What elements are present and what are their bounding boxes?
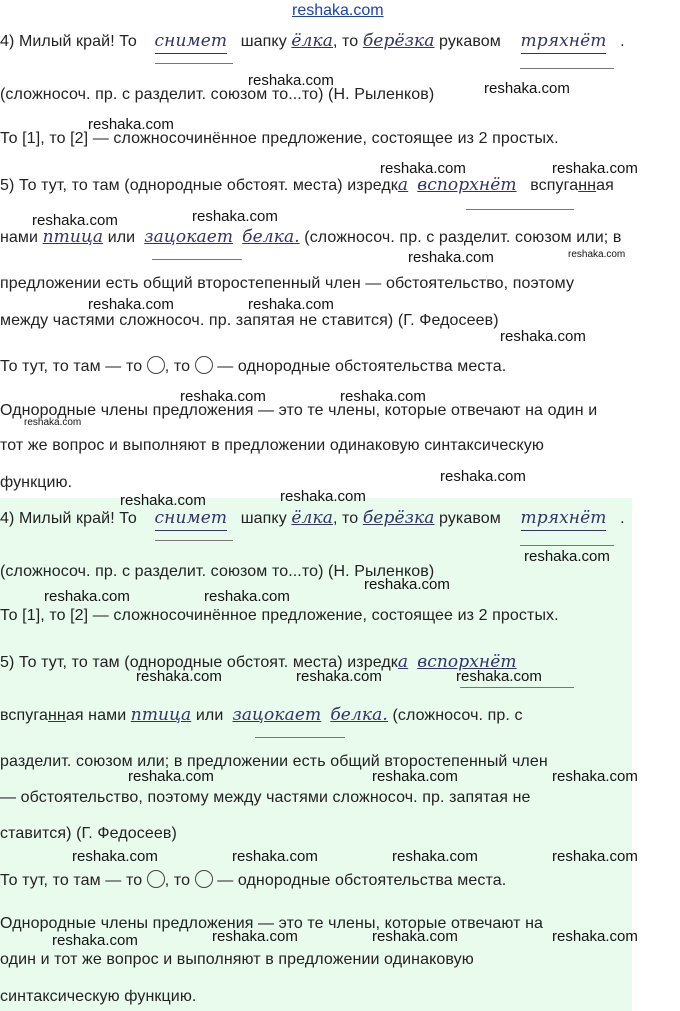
watermark: reshaka.com [88, 116, 174, 133]
watermark: reshaka.com [392, 848, 478, 865]
underline-guide [460, 687, 574, 688]
circle-icon [147, 870, 165, 888]
ex5-scheme: То тут, то там — то , то — однородные обстоятельства места. [0, 358, 507, 375]
circle-icon [195, 356, 213, 374]
watermark: reshaka.com [372, 768, 458, 785]
ex4-scheme-copy: То [1], то [2] — сложносочинённое предложение, состоящее из 2 простых. [0, 607, 559, 624]
watermark: reshaka.com [248, 296, 334, 313]
subject: белка. [242, 227, 300, 247]
underline-guide [155, 63, 233, 64]
ex5-explain-line2-copy: — обстоятельство, поэтому между частями сложносоч. пр. запятая не [0, 789, 531, 806]
watermark: reshaka.com [440, 468, 526, 485]
site-link[interactable]: reshaka.com [292, 2, 384, 19]
watermark: reshaka.com [232, 848, 318, 865]
ex5-sentence-line2-copy: вспуганная нами птица или зацокает белка. (сложносоч. пр. с [0, 705, 523, 725]
ex4-sentence: 4) Милый край! То снимет шапку ёлка, то берёзка рукавом тряхнёт . [0, 32, 625, 54]
underline-guide [520, 68, 614, 69]
watermark: reshaka.com [204, 588, 290, 605]
watermark: reshaka.com [52, 932, 138, 949]
subject: ёлка [291, 31, 333, 51]
ex5-sentence-line1: 5) То тут, то там (однородные обстоят. места) изредка вспорхнёт вспуганная [0, 175, 614, 195]
underline-guide [155, 540, 233, 541]
ex4-sentence-copy: 4) Милый край! То снимет шапку ёлка, то берёзка рукавом тряхнёт . [0, 509, 625, 531]
watermark: reshaka.com [180, 388, 266, 405]
predicate: вспорхнёт [417, 175, 517, 195]
watermark: reshaka.com [408, 249, 494, 266]
watermark: reshaka.com [136, 668, 222, 685]
predicate: вспорхнёт [417, 652, 517, 672]
definition-line1-copy: Однородные члены предложения — это те члены, которые отвечают на [0, 915, 544, 932]
ex5-explain-line3-copy: ставится) (Г. Федосеев) [0, 825, 177, 842]
subject: ёлка [291, 508, 333, 528]
watermark: reshaka.com [128, 768, 214, 785]
watermark: reshaka.com [192, 208, 278, 225]
ex5-explain-line1: предложении есть общий второстепенный член — обстоятельство, поэтому [0, 275, 575, 292]
watermark: reshaka.com [120, 492, 206, 509]
watermark: reshaka.com [24, 417, 82, 428]
watermark: reshaka.com [32, 212, 118, 229]
underline-guide [520, 545, 614, 546]
watermark: reshaka.com [372, 928, 458, 945]
watermark: reshaka.com [552, 160, 638, 177]
subject: птица [42, 227, 104, 247]
definition-line1: Однородные члены предложения — это те члены, которые отвечают на один и [0, 402, 598, 419]
watermark: reshaka.com [524, 548, 610, 565]
predicate: зацокает [144, 227, 234, 247]
watermark: reshaka.com [72, 848, 158, 865]
ex5-sentence-line1-copy: 5) То тут, то там (однородные обстоят. места) изредка вспорхнёт [0, 652, 517, 672]
subject: берёзка [362, 31, 435, 51]
definition-line3: функцию. [0, 474, 73, 491]
watermark: reshaka.com [88, 296, 174, 313]
subject: белка. [330, 705, 388, 725]
watermark: reshaka.com [500, 328, 586, 345]
ex5-explain-line2: между частями сложносоч. пр. запятая не ставится) (Г. Федосеев) [0, 312, 499, 329]
circle-icon [147, 356, 165, 374]
circle-icon [195, 870, 213, 888]
ex4-note-copy: (сложносоч. пр. с разделит. союзом то...то) (Н. Рыленков) [0, 563, 435, 580]
watermark: reshaka.com [296, 668, 382, 685]
ex5-scheme-copy: То тут, то там — то , то — однородные обстоятельства места. [0, 872, 507, 889]
watermark: reshaka.com [552, 928, 638, 945]
underline-guide [255, 737, 345, 738]
watermark: reshaka.com [568, 249, 626, 260]
predicate: зацокает [232, 705, 322, 725]
watermark: reshaka.com [552, 848, 638, 865]
subject: берёзка [362, 508, 435, 528]
subject: птица [130, 705, 192, 725]
underline-guide [152, 259, 242, 260]
watermark: reshaka.com [380, 160, 466, 177]
ex5-explain-line1-copy: разделит. союзом или; в предложении есть общий второстепенный член [0, 753, 548, 770]
watermark: reshaka.com [280, 488, 366, 505]
ex4-note: (сложносоч. пр. с разделит. союзом то...то) (Н. Рыленков) [0, 86, 435, 103]
watermark: reshaka.com [484, 80, 570, 97]
definition-line3-copy: синтаксическую функцию. [0, 988, 197, 1005]
watermark: reshaka.com [248, 72, 334, 89]
predicate: тряхнёт [521, 32, 607, 54]
watermark: reshaka.com [552, 768, 638, 785]
ex5-sentence-line2: нами птица или зацокает белка. (сложносоч. пр. с разделит. союзом или; в [0, 227, 622, 247]
predicate: тряхнёт [521, 509, 607, 531]
underline-guide [466, 209, 574, 210]
predicate: снимет [155, 509, 228, 531]
watermark: reshaka.com [340, 388, 426, 405]
ex4-scheme: То [1], то [2] — сложносочинённое предложение, состоящее из 2 простых. [0, 130, 559, 147]
definition-line2: тот же вопрос и выполняют в предложении одинаковую синтаксическую [0, 437, 544, 454]
watermark: reshaka.com [44, 588, 130, 605]
watermark: reshaka.com [456, 668, 542, 685]
predicate: снимет [155, 32, 228, 54]
watermark: reshaka.com [364, 576, 450, 593]
watermark: reshaka.com [212, 928, 298, 945]
definition-line2-copy: один и тот же вопрос и выполняют в предложении одинаковую [0, 951, 474, 968]
